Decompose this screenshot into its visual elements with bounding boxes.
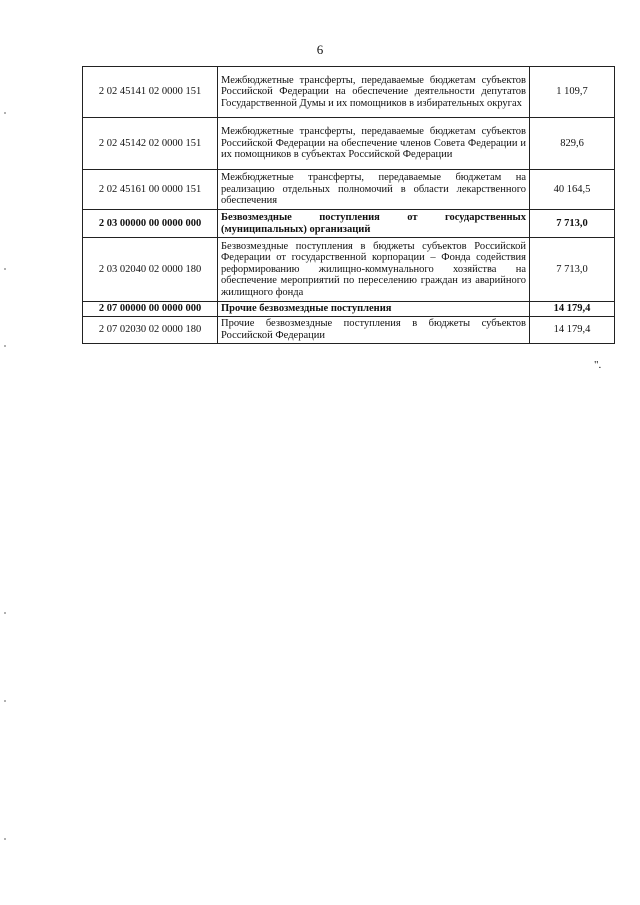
margin-scan-marks: [4, 0, 8, 905]
table-row: [83, 316, 615, 343]
page-number: 6: [316, 42, 324, 57]
row-description: Прочие безвозмездные поступления в бюджеты субъектов Российской Федерации: [218, 316, 530, 343]
row-description: Межбюджетные трансферты, передаваемые бюджетам на реализацию отдельных полномочий в области лекарственного обеспечения: [218, 170, 530, 210]
budget-code: 2 02 45142 02 0000 151: [83, 118, 218, 170]
table-row: [83, 210, 615, 238]
row-description: Прочие безвозмездные поступления: [218, 302, 530, 317]
row-amount: 14 179,4: [530, 302, 615, 317]
row-amount: 829,6: [530, 118, 615, 170]
budget-code: 2 02 45161 00 0000 151: [83, 170, 218, 210]
row-description: Безвозмездные поступления от государственных (муниципальных) организаций: [218, 210, 530, 238]
budget-code: 2 03 02040 02 0000 180: [83, 238, 218, 302]
budget-code: 2 07 00000 00 0000 000: [83, 302, 218, 317]
table-row: [83, 302, 615, 317]
row-amount: 7 713,0: [530, 238, 615, 302]
row-amount: 7 713,0: [530, 210, 615, 238]
row-description: Межбюджетные трансферты, передаваемые бюджетам субъектов Российской Федерации на обеспечение деятельности депутатов Государственной Думы и их помощников в избирательных округах: [218, 67, 530, 118]
row-amount: 40 164,5: [530, 170, 615, 210]
table-row: [83, 170, 615, 210]
row-description: Безвозмездные поступления в бюджеты субъектов Российской Федерации от государственной корпорации – Фонда содействия реформированию жилищно-коммунального хозяйства на обеспечение мероприятий по переселению граждан из аварийного жилищного фонда: [218, 238, 530, 302]
revenue-table: [82, 66, 615, 344]
closing-quote-mark: ".: [594, 359, 602, 371]
row-amount: 1 109,7: [530, 67, 615, 118]
row-description: Межбюджетные трансферты, передаваемые бюджетам субъектов Российской Федерации на обеспечение членов Совета Федерации и их помощников в субъектах Российской Федерации: [218, 118, 530, 170]
budget-code: 2 02 45141 02 0000 151: [83, 67, 218, 118]
table-row: [83, 238, 615, 302]
budget-code: 2 07 02030 02 0000 180: [83, 316, 218, 343]
row-amount: 14 179,4: [530, 316, 615, 343]
table-row: [83, 67, 615, 118]
table-row: [83, 118, 615, 170]
budget-code: 2 03 00000 00 0000 000: [83, 210, 218, 238]
